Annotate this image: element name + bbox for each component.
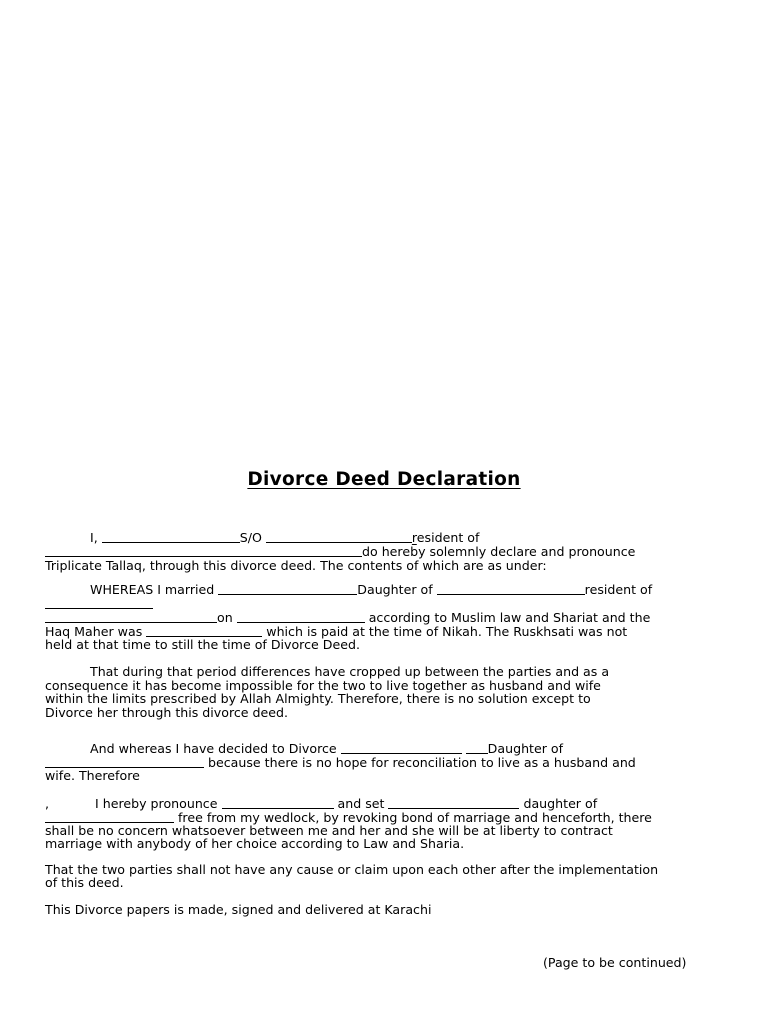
p2-line1: WHEREAS I married Daughter of resident of bbox=[90, 582, 653, 597]
p5-line3: shall be no concern whatsoever between me and her and she will be at liberty to contract bbox=[45, 823, 613, 838]
pronounce-blank bbox=[222, 797, 334, 809]
p2-line4: Haq Maher was which is paid at the time of Nikah. The Ruskhsati was not bbox=[45, 624, 628, 639]
p4-line1: And whereas I have decided to Divorce Daughter of bbox=[90, 741, 564, 756]
p7-line1: This Divorce papers is made, signed and delivered at Karachi bbox=[45, 902, 432, 917]
p1-line2: do hereby solemnly declare and pronounce bbox=[45, 545, 735, 559]
p2-line5: held at that time to still the time of Divorce Deed. bbox=[45, 637, 360, 652]
father-name-blank bbox=[266, 531, 412, 543]
p3-line2: consequence it has become impossible for the two to live together as husband and wife bbox=[45, 678, 601, 693]
wife-name-blank bbox=[218, 583, 357, 595]
p4-line2: because there is no hope for reconciliation to live as a husband and bbox=[45, 756, 735, 770]
p6-line2: of this deed. bbox=[45, 875, 124, 890]
p3-line4: Divorce her through this divorce deed. bbox=[45, 705, 289, 720]
marriage-place-blank bbox=[45, 611, 217, 623]
p3-line1: That during that period differences have cropped up between the parties and as a bbox=[90, 664, 610, 679]
marriage-date-blank bbox=[237, 611, 365, 623]
page-continued-note: (Page to be continued) bbox=[543, 955, 687, 970]
p2-line3: on according to Muslim law and Shariat and the bbox=[45, 611, 735, 625]
divorce-name-blank-2 bbox=[466, 742, 488, 754]
p1-line3: Triplicate Tallaq, through this divorce deed. The contents of which are as under: bbox=[45, 558, 547, 573]
address-blank bbox=[45, 545, 362, 557]
p1-line1: I, S/O resident of bbox=[90, 530, 480, 545]
p5-line4: marriage with anybody of her choice according to Law and Sharia. bbox=[45, 836, 465, 851]
p4-line3: wife. Therefore bbox=[45, 768, 140, 783]
wife-father-blank bbox=[437, 583, 585, 595]
name-blank bbox=[102, 531, 240, 543]
divorce-father-blank bbox=[45, 756, 204, 768]
p3-line3: within the limits prescribed by Allah Almighty. Therefore, there is no solution except to bbox=[45, 691, 591, 706]
p6-line1: That the two parties shall not have any cause or claim upon each other after the implementation bbox=[45, 862, 659, 877]
p5-line1: , I hereby pronounce and set daughter of bbox=[45, 796, 598, 811]
document-title: Divorce Deed Declaration bbox=[247, 469, 521, 490]
divorce-name-blank bbox=[341, 742, 462, 754]
set-father-blank bbox=[45, 811, 174, 823]
set-name-blank bbox=[388, 797, 519, 809]
p5-line2: free from my wedlock, by revoking bond of marriage and henceforth, there bbox=[45, 811, 735, 825]
haq-maher-blank bbox=[146, 625, 262, 637]
wife-address-blank bbox=[45, 597, 153, 609]
p2-line2 bbox=[45, 597, 735, 611]
